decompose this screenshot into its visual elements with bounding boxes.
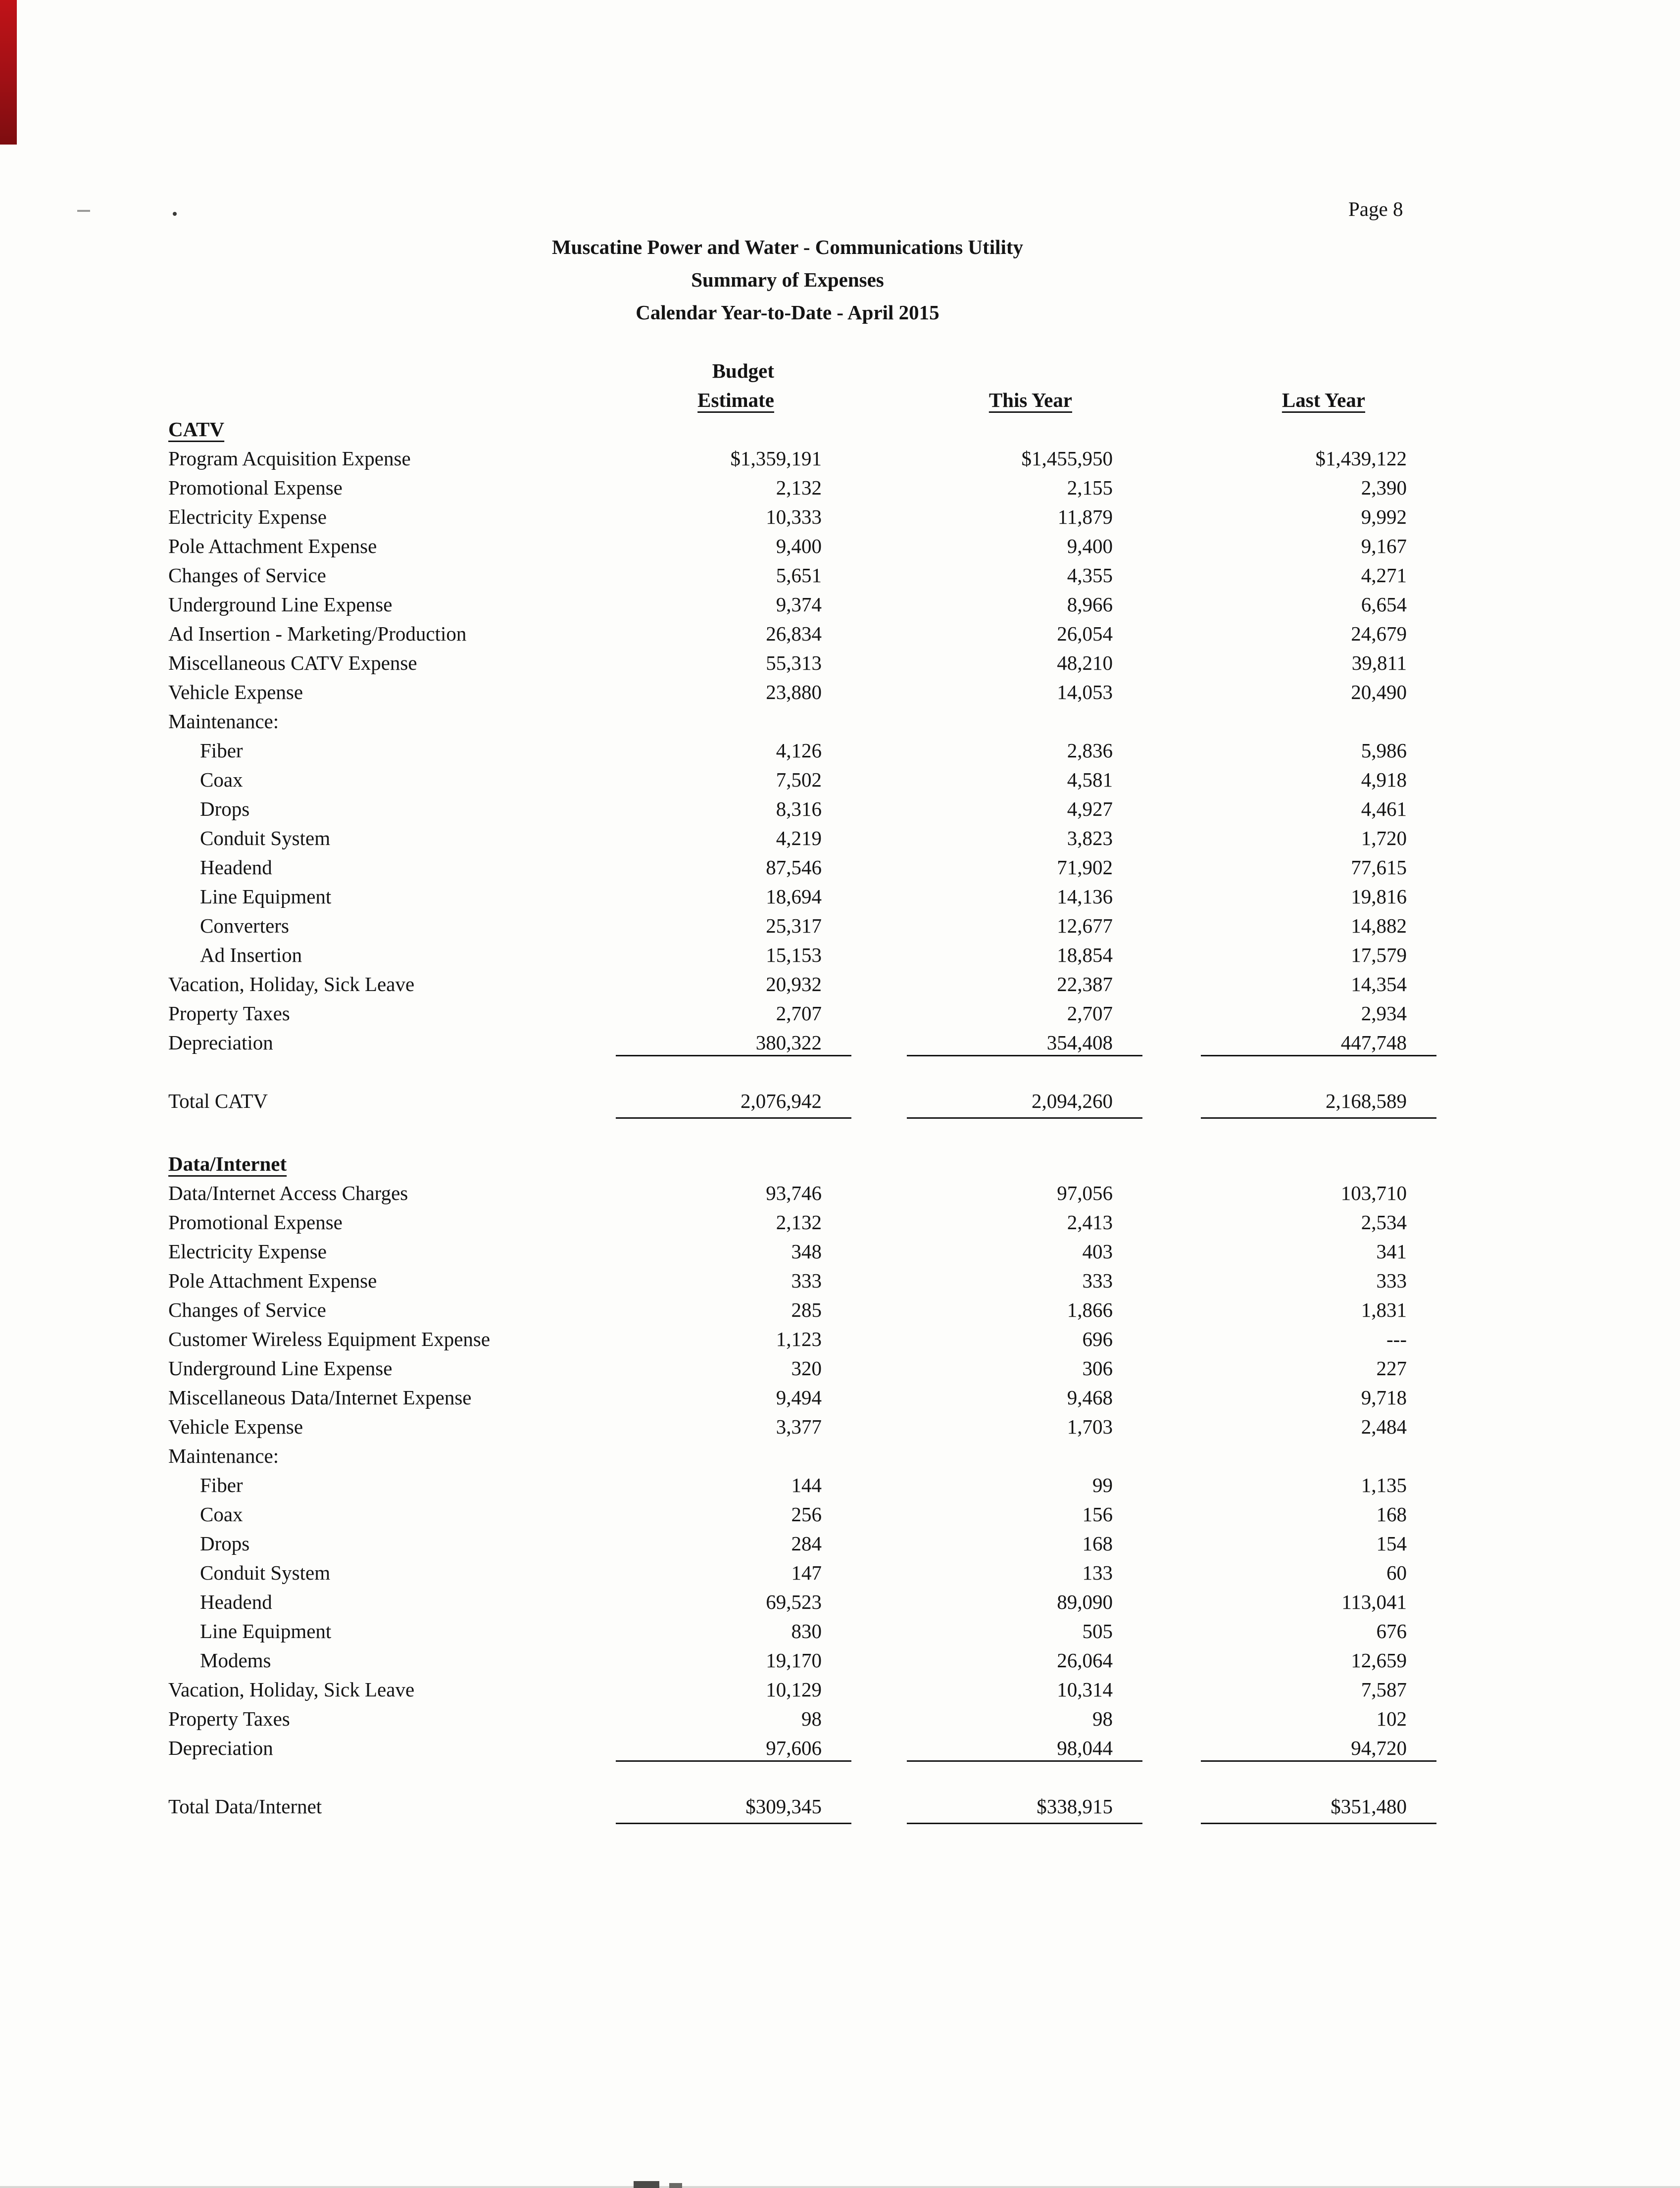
value-budget-estimate: 5,651 bbox=[776, 564, 822, 587]
scan-artifact-bottom-edge bbox=[0, 2186, 1680, 2188]
value-this-year: 9,468 bbox=[1067, 1386, 1113, 1409]
row-label: Changes of Service bbox=[168, 564, 326, 587]
value-last-year: 39,811 bbox=[1351, 651, 1407, 674]
value-last-year: 341 bbox=[1376, 1240, 1407, 1263]
expense-row bbox=[168, 1442, 1407, 1471]
row-label: Property Taxes bbox=[168, 1002, 290, 1025]
row-label: Drops bbox=[200, 1532, 250, 1555]
expense-row bbox=[168, 1266, 1407, 1295]
expense-row bbox=[168, 1028, 1407, 1057]
expense-row bbox=[168, 911, 1407, 941]
value-last-year: 9,718 bbox=[1361, 1386, 1407, 1409]
value-last-year: 9,992 bbox=[1361, 505, 1407, 528]
expense-row bbox=[168, 1325, 1407, 1354]
document-subtitle: Summary of Expenses bbox=[691, 268, 884, 291]
row-label: Ad Insertion bbox=[200, 944, 302, 966]
total-label: Total Data/Internet bbox=[168, 1795, 322, 1818]
value-last-year: 4,918 bbox=[1361, 768, 1407, 791]
value-last-year: 5,986 bbox=[1361, 739, 1407, 762]
value-last-year: 6,654 bbox=[1361, 593, 1407, 616]
row-label: Conduit System bbox=[200, 1561, 331, 1584]
total-value-budget-estimate: 2,076,942 bbox=[604, 1087, 822, 1116]
value-last-year bbox=[1113, 1442, 1407, 1471]
expense-row bbox=[168, 1237, 1407, 1266]
document-title: Muscatine Power and Water - Communications Utility bbox=[551, 236, 1024, 258]
value-last-year: 20,490 bbox=[1351, 681, 1407, 703]
page-number: Page 8 bbox=[1348, 198, 1403, 220]
value-this-year: 11,879 bbox=[1057, 505, 1113, 528]
total-row bbox=[168, 1087, 1407, 1116]
expense-row bbox=[168, 590, 1407, 619]
value-budget-estimate bbox=[604, 1442, 822, 1471]
column-header-budget: Budget bbox=[712, 359, 774, 382]
value-this-year: 12,677 bbox=[1057, 914, 1113, 937]
value-last-year: 60 bbox=[1386, 1561, 1407, 1584]
value-this-year: 97,056 bbox=[1057, 1182, 1113, 1204]
scan-artifact-bottom-mark bbox=[634, 2181, 659, 2188]
expense-row bbox=[168, 1208, 1407, 1237]
row-label: Underground Line Expense bbox=[168, 593, 393, 616]
value-this-year: 2,413 bbox=[1067, 1211, 1113, 1234]
value-last-year: 1,831 bbox=[1361, 1298, 1407, 1321]
value-budget-estimate: 9,374 bbox=[776, 593, 822, 616]
value-last-year: 17,579 bbox=[1351, 944, 1407, 966]
value-this-year: $1,455,950 bbox=[1021, 447, 1113, 470]
value-last-year: 14,882 bbox=[1351, 914, 1407, 937]
value-budget-estimate: 26,834 bbox=[766, 622, 822, 645]
row-label: Vehicle Expense bbox=[168, 681, 303, 703]
value-budget-estimate: 2,132 bbox=[776, 476, 822, 499]
value-this-year: 89,090 bbox=[1057, 1591, 1113, 1613]
row-label: Converters bbox=[200, 914, 289, 937]
row-label: Coax bbox=[200, 1503, 243, 1526]
value-this-year: 2,707 bbox=[1067, 1002, 1113, 1025]
expense-row bbox=[168, 882, 1407, 911]
expense-row bbox=[168, 1675, 1407, 1704]
row-label: Pole Attachment Expense bbox=[168, 1269, 377, 1292]
row-label: Vehicle Expense bbox=[168, 1415, 303, 1438]
scan-artifact-red-stripe bbox=[0, 0, 17, 145]
value-last-year: 9,167 bbox=[1361, 535, 1407, 557]
value-last-year: 227 bbox=[1376, 1357, 1407, 1380]
expense-row bbox=[168, 824, 1407, 853]
row-label: Conduit System bbox=[200, 827, 331, 849]
value-budget-estimate: 348 bbox=[791, 1240, 822, 1263]
expense-row bbox=[168, 1471, 1407, 1500]
value-budget-estimate: 256 bbox=[791, 1503, 822, 1526]
value-budget-estimate: 23,880 bbox=[766, 681, 822, 703]
expense-row bbox=[168, 1734, 1407, 1763]
value-budget-estimate: 15,153 bbox=[766, 944, 822, 966]
total-row bbox=[168, 1792, 1407, 1821]
total-value-this-year: 2,094,260 bbox=[822, 1087, 1113, 1116]
value-last-year: 103,710 bbox=[1340, 1182, 1407, 1204]
expense-row bbox=[168, 648, 1407, 678]
value-budget-estimate: 93,746 bbox=[766, 1182, 822, 1204]
expense-row bbox=[168, 941, 1407, 970]
value-budget-estimate: 144 bbox=[791, 1474, 822, 1496]
value-this-year bbox=[822, 1442, 1113, 1471]
value-this-year: 333 bbox=[1082, 1269, 1113, 1292]
row-label: Depreciation bbox=[168, 1031, 273, 1054]
row-label: Vacation, Holiday, Sick Leave bbox=[168, 973, 415, 995]
expense-row bbox=[168, 1354, 1407, 1383]
row-label: Coax bbox=[200, 768, 243, 791]
value-budget-estimate: 10,333 bbox=[766, 505, 822, 528]
value-budget-estimate: 285 bbox=[791, 1298, 822, 1321]
value-last-year: 2,390 bbox=[1361, 476, 1407, 499]
value-budget-estimate: 19,170 bbox=[766, 1649, 822, 1672]
value-last-year: 77,615 bbox=[1351, 856, 1407, 879]
value-last-year: 102 bbox=[1376, 1707, 1407, 1730]
row-label: Ad Insertion - Marketing/Production bbox=[168, 622, 467, 645]
row-label: Miscellaneous CATV Expense bbox=[168, 651, 417, 674]
value-last-year: 2,484 bbox=[1361, 1415, 1407, 1438]
row-label: Promotional Expense bbox=[168, 1211, 343, 1234]
value-this-year: 354,408 bbox=[822, 1028, 1113, 1057]
value-last-year: 12,659 bbox=[1351, 1649, 1407, 1672]
row-label: Changes of Service bbox=[168, 1298, 326, 1321]
expense-row bbox=[168, 795, 1407, 824]
total-value-budget-estimate: $309,345 bbox=[604, 1792, 822, 1821]
value-last-year: 4,271 bbox=[1361, 564, 1407, 587]
document-period: Calendar Year-to-Date - April 2015 bbox=[636, 301, 939, 324]
value-budget-estimate: $1,359,191 bbox=[730, 447, 822, 470]
expense-row bbox=[168, 1704, 1407, 1734]
total-label: Total CATV bbox=[168, 1090, 268, 1112]
value-this-year: 14,053 bbox=[1057, 681, 1113, 703]
expense-row bbox=[168, 1617, 1407, 1646]
expense-row bbox=[168, 707, 1407, 736]
value-last-year: 14,354 bbox=[1351, 973, 1407, 995]
value-last-year bbox=[1113, 707, 1407, 736]
expense-row bbox=[168, 619, 1407, 648]
value-budget-estimate: 87,546 bbox=[766, 856, 822, 879]
value-this-year: 22,387 bbox=[1057, 973, 1113, 995]
total-value-last-year: 2,168,589 bbox=[1113, 1087, 1407, 1116]
expense-row bbox=[168, 561, 1407, 590]
expense-row bbox=[168, 1588, 1407, 1617]
value-budget-estimate: 333 bbox=[791, 1269, 822, 1292]
value-budget-estimate: 4,219 bbox=[776, 827, 822, 849]
value-last-year: 333 bbox=[1376, 1269, 1407, 1292]
value-this-year: 8,966 bbox=[1067, 593, 1113, 616]
expense-row bbox=[168, 765, 1407, 795]
value-this-year: 4,581 bbox=[1067, 768, 1113, 791]
value-budget-estimate: 10,129 bbox=[766, 1678, 822, 1701]
value-budget-estimate: 380,322 bbox=[604, 1028, 822, 1057]
value-this-year: 2,155 bbox=[1067, 476, 1113, 499]
value-this-year: 48,210 bbox=[1057, 651, 1113, 674]
row-label: Property Taxes bbox=[168, 1707, 290, 1730]
value-budget-estimate: 25,317 bbox=[766, 914, 822, 937]
value-this-year: 14,136 bbox=[1057, 885, 1113, 908]
row-label: Maintenance: bbox=[168, 710, 279, 733]
row-label: Headend bbox=[200, 856, 272, 879]
value-last-year: 676 bbox=[1376, 1620, 1407, 1642]
row-label: Line Equipment bbox=[200, 1620, 332, 1642]
value-this-year: 10,314 bbox=[1057, 1678, 1113, 1701]
value-this-year: 26,054 bbox=[1057, 622, 1113, 645]
value-last-year: 154 bbox=[1376, 1532, 1407, 1555]
column-header-last-year: Last Year bbox=[1282, 389, 1365, 411]
value-budget-estimate: 3,377 bbox=[776, 1415, 822, 1438]
expense-row bbox=[168, 678, 1407, 707]
row-label: Electricity Expense bbox=[168, 1240, 327, 1263]
expense-row bbox=[168, 1383, 1407, 1412]
value-this-year: 4,927 bbox=[1067, 797, 1113, 820]
value-this-year: 3,823 bbox=[1067, 827, 1113, 849]
expense-row bbox=[168, 970, 1407, 999]
section-heading bbox=[168, 1149, 604, 1179]
value-last-year: 2,934 bbox=[1361, 1002, 1407, 1025]
value-this-year bbox=[822, 707, 1113, 736]
expense-row bbox=[168, 999, 1407, 1028]
section-heading-text: Data/Internet bbox=[168, 1152, 287, 1175]
value-last-year: 1,720 bbox=[1361, 827, 1407, 849]
value-budget-estimate: 147 bbox=[791, 1561, 822, 1584]
column-header-row-budget bbox=[168, 356, 1407, 386]
value-budget-estimate: 320 bbox=[791, 1357, 822, 1380]
value-last-year: 168 bbox=[1376, 1503, 1407, 1526]
total-value-this-year: $338,915 bbox=[822, 1792, 1113, 1821]
value-last-year: 2,534 bbox=[1361, 1211, 1407, 1234]
value-this-year: 98,044 bbox=[822, 1734, 1113, 1763]
value-this-year: 26,064 bbox=[1057, 1649, 1113, 1672]
row-label: Line Equipment bbox=[200, 885, 332, 908]
value-budget-estimate: 69,523 bbox=[766, 1591, 822, 1613]
expense-row bbox=[168, 1529, 1407, 1558]
value-budget-estimate: 1,123 bbox=[776, 1328, 822, 1350]
expense-row bbox=[168, 1412, 1407, 1442]
value-budget-estimate: 18,694 bbox=[766, 885, 822, 908]
row-label: Program Acquisition Expense bbox=[168, 447, 411, 470]
value-budget-estimate bbox=[604, 707, 822, 736]
value-this-year: 9,400 bbox=[1067, 535, 1113, 557]
value-budget-estimate: 830 bbox=[791, 1620, 822, 1642]
expense-row bbox=[168, 1646, 1407, 1675]
value-budget-estimate: 9,494 bbox=[776, 1386, 822, 1409]
row-label: Depreciation bbox=[168, 1737, 273, 1759]
expense-row bbox=[168, 1558, 1407, 1588]
row-label: Customer Wireless Equipment Expense bbox=[168, 1328, 491, 1350]
value-last-year: 24,679 bbox=[1351, 622, 1407, 645]
row-label: Headend bbox=[200, 1591, 272, 1613]
total-value-last-year: $351,480 bbox=[1113, 1792, 1407, 1821]
scan-artifact-bottom-mark bbox=[669, 2183, 682, 2188]
value-this-year: 696 bbox=[1082, 1328, 1113, 1350]
row-label: Modems bbox=[200, 1649, 271, 1672]
value-last-year: 7,587 bbox=[1361, 1678, 1407, 1701]
value-this-year: 306 bbox=[1082, 1357, 1113, 1380]
expense-row bbox=[168, 444, 1407, 473]
section-heading bbox=[168, 415, 604, 444]
row-label: Maintenance: bbox=[168, 1444, 279, 1467]
value-last-year: 19,816 bbox=[1351, 885, 1407, 908]
value-last-year: 94,720 bbox=[1113, 1734, 1407, 1763]
value-budget-estimate: 8,316 bbox=[776, 797, 822, 820]
row-label: Vacation, Holiday, Sick Leave bbox=[168, 1678, 415, 1701]
expense-table bbox=[168, 415, 1407, 1821]
value-budget-estimate: 2,132 bbox=[776, 1211, 822, 1234]
scan-artifact-dash bbox=[77, 210, 90, 212]
value-budget-estimate: 98 bbox=[801, 1707, 822, 1730]
row-label: Fiber bbox=[200, 1474, 243, 1496]
title-block bbox=[168, 231, 1407, 329]
expense-row bbox=[168, 1179, 1407, 1208]
column-header-estimate: Estimate bbox=[697, 389, 774, 411]
value-budget-estimate: 55,313 bbox=[766, 651, 822, 674]
value-last-year: 1,135 bbox=[1361, 1474, 1407, 1496]
value-budget-estimate: 9,400 bbox=[776, 535, 822, 557]
value-this-year: 18,854 bbox=[1057, 944, 1113, 966]
expense-row bbox=[168, 473, 1407, 502]
row-label: Underground Line Expense bbox=[168, 1357, 393, 1380]
value-this-year: 2,836 bbox=[1067, 739, 1113, 762]
value-this-year: 1,866 bbox=[1067, 1298, 1113, 1321]
value-this-year: 71,902 bbox=[1057, 856, 1113, 879]
column-header-this-year: This Year bbox=[988, 389, 1072, 411]
section-heading-text: CATV bbox=[168, 418, 225, 441]
row-label: Data/Internet Access Charges bbox=[168, 1182, 408, 1204]
section-row bbox=[168, 1149, 1407, 1179]
value-this-year: 133 bbox=[1082, 1561, 1113, 1584]
row-label: Pole Attachment Expense bbox=[168, 535, 377, 557]
column-header-row bbox=[168, 386, 1407, 415]
value-this-year: 99 bbox=[1092, 1474, 1113, 1496]
value-budget-estimate: 97,606 bbox=[604, 1734, 822, 1763]
value-last-year: 4,461 bbox=[1361, 797, 1407, 820]
value-budget-estimate: 2,707 bbox=[776, 1002, 822, 1025]
expense-row bbox=[168, 853, 1407, 882]
row-label: Promotional Expense bbox=[168, 476, 343, 499]
row-label: Fiber bbox=[200, 739, 243, 762]
value-budget-estimate: 20,932 bbox=[766, 973, 822, 995]
value-last-year: 113,041 bbox=[1341, 1591, 1407, 1613]
value-this-year: 168 bbox=[1082, 1532, 1113, 1555]
expense-row bbox=[168, 736, 1407, 765]
value-last-year: --- bbox=[1386, 1328, 1407, 1350]
row-label: Miscellaneous Data/Internet Expense bbox=[168, 1386, 472, 1409]
value-this-year: 98 bbox=[1092, 1707, 1113, 1730]
value-this-year: 403 bbox=[1082, 1240, 1113, 1263]
value-last-year: $1,439,122 bbox=[1315, 447, 1407, 470]
document-content bbox=[168, 0, 1407, 1821]
expense-row bbox=[168, 1295, 1407, 1325]
expense-row bbox=[168, 502, 1407, 532]
row-label: Electricity Expense bbox=[168, 505, 327, 528]
expense-row bbox=[168, 1500, 1407, 1529]
value-this-year: 1,703 bbox=[1067, 1415, 1113, 1438]
value-budget-estimate: 284 bbox=[791, 1532, 822, 1555]
value-last-year: 447,748 bbox=[1113, 1028, 1407, 1057]
value-budget-estimate: 4,126 bbox=[776, 739, 822, 762]
value-this-year: 505 bbox=[1082, 1620, 1113, 1642]
section-row bbox=[168, 415, 1407, 444]
value-this-year: 4,355 bbox=[1067, 564, 1113, 587]
expense-row bbox=[168, 532, 1407, 561]
value-budget-estimate: 7,502 bbox=[776, 768, 822, 791]
value-this-year: 156 bbox=[1082, 1503, 1113, 1526]
row-label: Drops bbox=[200, 797, 250, 820]
